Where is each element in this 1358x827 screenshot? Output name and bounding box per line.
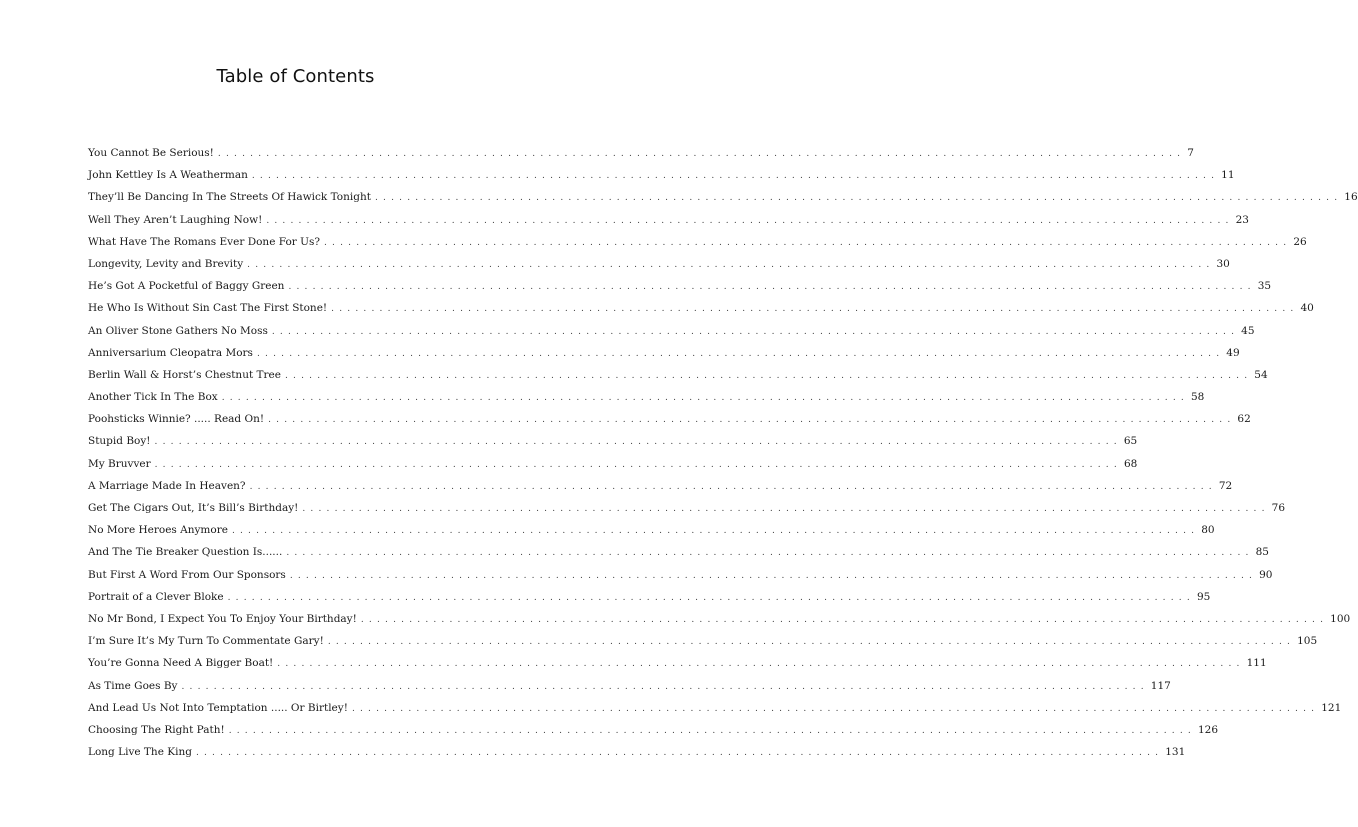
toc-entry-page-number: 35	[1257, 280, 1272, 293]
toc-entry-title: No Mr Bond, I Expect You To Enjoy Your Birthday!	[88, 612, 357, 625]
toc-entry[interactable]	[88, 657, 1267, 679]
toc-entry[interactable]	[88, 413, 1251, 435]
toc-dot-leader: ........................................................................................................................	[286, 548, 1254, 559]
toc-dot-leader: ........................................................................................................................	[195, 748, 1164, 759]
toc-entry[interactable]	[88, 546, 1269, 568]
toc-entry-title: Portrait of a Clever Bloke	[88, 590, 224, 603]
toc-entry[interactable]	[88, 368, 1268, 391]
toc-entry[interactable]	[88, 169, 1235, 191]
toc-entry-page-number: 121	[1321, 701, 1342, 714]
toc-entry-title: Poohsticks Winnie? ..... Read On!	[88, 413, 265, 426]
toc-entry-page-number: 85	[1255, 546, 1269, 559]
toc-entry-page-number: 126	[1198, 723, 1219, 736]
toc-entry-page-number: 23	[1235, 213, 1249, 226]
toc-entry-title: Anniversarium Cleopatra Mors	[88, 346, 253, 359]
toc-dot-leader: ........................................................................................................................	[327, 637, 1296, 648]
toc-entry-title: I’m Sure It’s My Turn To Commentate Gary!	[88, 635, 324, 648]
toc-entry-page-number: 95	[1196, 590, 1211, 603]
toc-dot-leader: ........................................................................................................................	[256, 348, 1225, 359]
toc-dot-leader: ........................................................................................................................	[374, 193, 1343, 204]
toc-entry-page-number: 58	[1191, 391, 1205, 404]
toc-entry-title: Choosing The Right Path!	[88, 723, 225, 736]
toc-entry[interactable]	[88, 191, 1358, 213]
toc-entry-title: Longevity, Levity and Brevity	[88, 257, 244, 270]
toc-entry-page-number: 7	[1187, 147, 1194, 159]
toc-dot-leader: ........................................................................................................................	[247, 259, 1215, 270]
toc-entry[interactable]	[88, 302, 1314, 324]
toc-entry[interactable]	[88, 280, 1272, 302]
toc-entry[interactable]	[88, 324, 1255, 347]
toc-entry-page-number: 62	[1237, 413, 1251, 426]
toc-dot-leader: ........................................................................................................................	[154, 459, 1122, 470]
toc-entry-page-number: 40	[1300, 302, 1314, 315]
toc-dot-leader: ........................................................................................................................	[181, 681, 1149, 692]
toc-dot-leader: ........................................................................................................................	[249, 481, 1217, 492]
toc-entry[interactable]	[88, 346, 1240, 369]
toc-dot-leader: ........................................................................................................................	[227, 592, 1195, 603]
toc-entry[interactable]	[88, 257, 1230, 280]
toc-dot-leader: ........................................................................................................................	[266, 215, 1234, 226]
toc-entry-page-number: 65	[1123, 435, 1138, 448]
toc-dot-leader: ........................................................................................................................	[288, 282, 1256, 293]
toc-entry-page-number: 131	[1165, 746, 1186, 759]
toc-entry-title: He Who Is Without Sin Cast The First Stone!	[88, 302, 328, 315]
toc-entry-page-number: 11	[1221, 169, 1235, 182]
toc-entry-page-number: 30	[1216, 257, 1230, 270]
toc-entry-page-number: 111	[1246, 657, 1267, 670]
toc-entry[interactable]	[88, 524, 1215, 546]
toc-entry-page-number: 16	[1344, 191, 1358, 204]
toc-entry[interactable]	[88, 502, 1286, 524]
toc-entry[interactable]	[88, 235, 1307, 258]
toc-entry-title: Well They Aren’t Laughing Now!	[88, 213, 263, 226]
toc-entry-title: My Bruvver	[88, 457, 151, 470]
toc-entry-page-number: 76	[1271, 502, 1286, 514]
toc-entry-title: John Kettley Is A Weatherman	[88, 169, 248, 182]
toc-entry-page-number: 100	[1330, 612, 1351, 625]
toc-entry-title: No More Heroes Anymore	[88, 524, 228, 537]
toc-entry[interactable]	[88, 679, 1171, 702]
toc-entry-page-number: 45	[1241, 324, 1255, 337]
toc-entry[interactable]	[88, 635, 1318, 657]
toc-entry-title: Stupid Boy!	[88, 435, 151, 448]
toc-entry-title: You’re Gonna Need A Bigger Boat!	[88, 657, 274, 670]
toc-dot-leader: ........................................................................................................................	[360, 614, 1329, 625]
toc-entry-page-number: 80	[1201, 524, 1215, 537]
toc-entry-title: They’ll Be Dancing In The Streets Of Hawick Tonight	[88, 191, 371, 204]
toc-entry[interactable]	[88, 479, 1233, 502]
toc-entry-page-number: 117	[1150, 679, 1171, 692]
toc-entry-page-number: 68	[1123, 457, 1138, 470]
toc-dot-leader: ........................................................................................................................	[289, 570, 1258, 581]
toc-dot-leader: ........................................................................................................................	[268, 415, 1236, 426]
toc-entry[interactable]	[88, 723, 1219, 746]
toc-entry[interactable]	[88, 746, 1186, 768]
toc-entry-title: A Marriage Made In Heaven?	[88, 479, 246, 492]
toc-entry[interactable]	[88, 568, 1273, 591]
toc-entry[interactable]	[88, 457, 1138, 480]
toc-dot-leader: ........................................................................................................................	[228, 725, 1196, 736]
toc-entry-title: As Time Goes By	[88, 679, 178, 692]
toc-entry-title: And The Tie Breaker Question Is......	[88, 546, 283, 559]
toc-entry[interactable]	[88, 612, 1351, 635]
toc-entry-title: Another Tick In The Box	[88, 391, 218, 404]
toc-dot-leader: ........................................................................................................................	[231, 526, 1200, 537]
toc-dot-leader: ........................................................................................................................	[251, 171, 1220, 182]
toc-dot-leader: ........................................................................................................................	[271, 326, 1240, 337]
toc-entry-title: But First A Word From Our Sponsors	[88, 568, 286, 581]
table-of-contents	[88, 147, 1358, 768]
toc-entry-title: Long Live The King	[88, 746, 192, 759]
toc-dot-leader: ........................................................................................................................	[277, 659, 1245, 670]
toc-entry[interactable]	[88, 147, 1194, 169]
toc-entry-page-number: 105	[1297, 635, 1318, 648]
toc-dot-leader: ........................................................................................................................	[331, 304, 1299, 315]
toc-entry-page-number: 90	[1259, 568, 1273, 581]
toc-entry-title: And Lead Us Not Into Temptation ..... Or Birtley!	[88, 701, 348, 714]
toc-entry-title: You Cannot Be Serious!	[88, 147, 214, 159]
toc-entry[interactable]	[88, 701, 1342, 724]
toc-entry-page-number: 26	[1293, 235, 1307, 248]
toc-entry-title: Berlin Wall & Horst’s Chestnut Tree	[88, 368, 281, 381]
toc-entry-title: An Oliver Stone Gathers No Moss	[88, 324, 268, 337]
toc-entry-title: He’s Got A Pocketful of Baggy Green	[88, 280, 285, 293]
toc-dot-leader: ........................................................................................................................	[324, 237, 1292, 248]
toc-entry-page-number: 72	[1218, 479, 1233, 492]
toc-dot-leader: ........................................................................................................................	[217, 149, 1186, 159]
toc-entry-page-number: 54	[1254, 368, 1268, 381]
page-title: Table of Contents	[216, 66, 375, 87]
toc-dot-leader: ........................................................................................................................	[284, 370, 1253, 381]
toc-dot-leader: ........................................................................................................................	[302, 504, 1270, 514]
toc-entry[interactable]	[88, 391, 1205, 413]
toc-entry-title: What Have The Romans Ever Done For Us?	[88, 235, 320, 248]
toc-dot-leader: ........................................................................................................................	[154, 437, 1122, 448]
toc-entry[interactable]	[88, 435, 1138, 457]
toc-dot-leader: ........................................................................................................................	[221, 393, 1189, 404]
toc-entry-page-number: 49	[1226, 346, 1240, 359]
toc-entry[interactable]	[88, 590, 1211, 613]
toc-entry-title: Get The Cigars Out, It’s Bill’s Birthday!	[88, 502, 299, 514]
toc-dot-leader: ........................................................................................................................	[351, 703, 1320, 714]
toc-entry[interactable]	[88, 213, 1249, 236]
